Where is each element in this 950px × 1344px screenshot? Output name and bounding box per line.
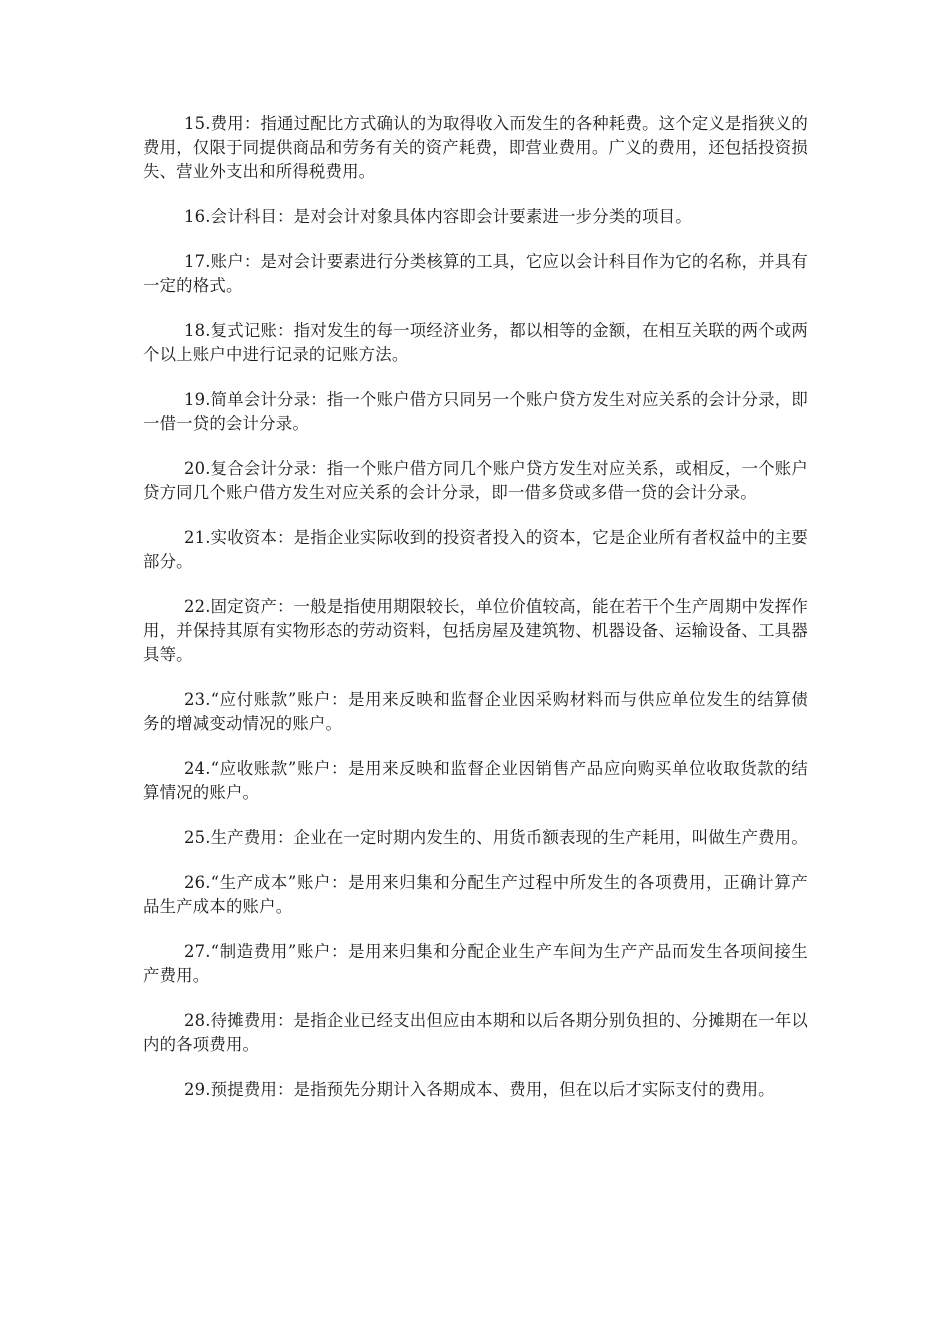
- definition-paragraph-16: 16.会计科目：是对会计对象具体内容即会计要素进一步分类的项目。: [184, 207, 692, 226]
- definition-paragraph-28: 28.待摊费用：是指企业已经支出但应由本期和以后各期分别负担的、分摊期在一年以内的各项费用。: [143, 1011, 808, 1054]
- definition-paragraph-15: 15.费用：指通过配比方式确认的为取得收入而发生的各种耗费。这个定义是指狭义的费用，仅限于同提供商品和劳务有关的资产耗费，即营业费用。广义的费用，还包括投资损失、营业外支出和所得税费用。: [143, 114, 808, 181]
- definition-paragraph-24: 24.“应收账款”账户：是用来反映和监督企业因销售产品应向购买单位收取货款的结算情况的账户。: [143, 759, 808, 802]
- document-body: [143, 112, 808, 1123]
- definition-paragraph-27: 27.“制造费用”账户：是用来归集和分配企业生产车间为生产产品而发生各项间接生产费用。: [143, 942, 808, 985]
- definition-paragraph-25: 25.生产费用：企业在一定时期内发生的、用货币额表现的生产耗用，叫做生产费用。: [184, 828, 808, 847]
- definition-paragraph-23: 23.“应付账款”账户：是用来反映和监督企业因采购材料而与供应单位发生的结算债务的增减变动情况的账户。: [143, 690, 808, 733]
- definition-paragraph-21: 21.实收资本：是指企业实际收到的投资者投入的资本，它是企业所有者权益中的主要部分。: [143, 528, 808, 571]
- definition-paragraph-22: 22.固定资产：一般是指使用期限较长，单位价值较高，能在若干个生产周期中发挥作用，并保持其原有实物形态的劳动资料，包括房屋及建筑物、机器设备、运输设备、工具器具等。: [143, 597, 808, 664]
- definition-paragraph-18: 18.复式记账：指对发生的每一项经济业务，都以相等的金额，在相互关联的两个或两个以上账户中进行记录的记账方法。: [143, 321, 808, 364]
- definition-paragraph-19: 19.简单会计分录：指一个账户借方只同另一个账户贷方发生对应关系的会计分录，即一借一贷的会计分录。: [143, 390, 808, 433]
- definition-paragraph-17: 17.账户：是对会计要素进行分类核算的工具，它应以会计科目作为它的名称，并具有一定的格式。: [143, 252, 808, 295]
- definition-paragraph-29: 29.预提费用：是指预先分期计入各期成本、费用，但在以后才实际支付的费用。: [184, 1080, 775, 1099]
- definition-paragraph-20: 20.复合会计分录：指一个账户借方同几个账户贷方发生对应关系，或相反，一个账户贷方同几个账户借方发生对应关系的会计分录，即一借多贷或多借一贷的会计分录。: [143, 459, 808, 502]
- definition-paragraph-26: 26.“生产成本”账户：是用来归集和分配生产过程中所发生的各项费用，正确计算产品生产成本的账户。: [143, 873, 808, 916]
